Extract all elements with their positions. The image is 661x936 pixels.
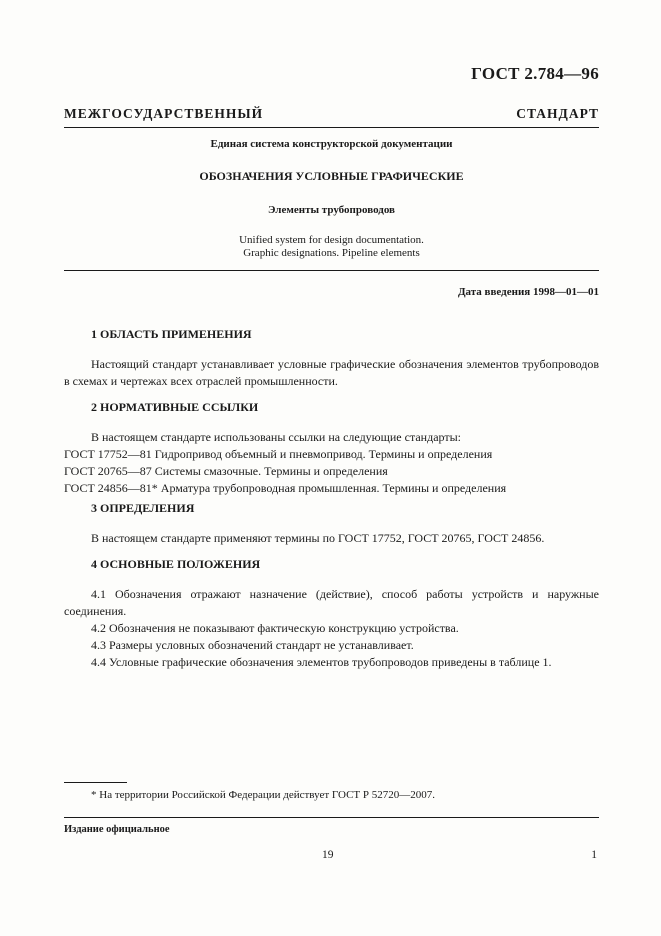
section-4-clauses xyxy=(64,586,599,671)
page-title: ОБОЗНАЧЕНИЯ УСЛОВНЫЕ ГРАФИЧЕСКИЕ xyxy=(199,169,464,183)
system-title: Единая система конструкторской документации xyxy=(210,138,453,150)
section-1-text-block xyxy=(64,356,599,390)
clause-4-3: 4.3 Размеры условных обозначений стандарт не устанавливает. xyxy=(91,638,414,652)
english-title xyxy=(64,234,599,260)
section-2-references xyxy=(64,429,599,497)
footnote-rule xyxy=(64,782,127,783)
title-rule xyxy=(64,270,599,271)
section-1-text: Настоящий стандарт устанавливает условные графические обозначения элементов трубопроводов в схемах и чертежах всех отраслей промышленности. xyxy=(64,357,599,388)
reference-gost-20765: ГОСТ 20765—87 Системы смазочные. Термины и определения xyxy=(64,464,388,478)
section-3-heading: 3 ОПРЕДЕЛЕНИЯ xyxy=(91,501,195,515)
section-1-heading: 1 ОБЛАСТЬ ПРИМЕНЕНИЯ xyxy=(91,327,252,341)
footer-rule xyxy=(64,817,599,818)
references-intro: В настоящем стандарте использованы ссылки на следующие стандарты: xyxy=(91,430,462,444)
sheet-number: 1 xyxy=(591,849,597,861)
footnote: * На территории Российской Федерации действует ГОСТ Р 52720—2007. xyxy=(91,789,436,801)
section-2-heading: 2 НОРМАТИВНЫЕ ССЫЛКИ xyxy=(91,400,259,414)
section-4-heading: 4 ОСНОВНЫЕ ПОЛОЖЕНИЯ xyxy=(91,557,261,571)
english-title-line-2: Graphic designations. Pipeline elements xyxy=(243,247,420,259)
header-rule xyxy=(64,127,599,128)
interstate-standard-label: МЕЖГОСУДАРСТВЕННЫЙ СТАНДАРТ xyxy=(64,106,599,121)
introduction-date: Дата введения 1998—01—01 xyxy=(457,286,599,298)
page-number: 19 xyxy=(322,849,334,861)
reference-gost-24856: ГОСТ 24856—81* Арматура трубопроводная промышленная. Термины и определения xyxy=(64,481,507,495)
clause-4-4: 4.4 Условные графические обозначения элементов трубопроводов приведены в таблице 1. xyxy=(91,655,552,669)
clause-4-2: 4.2 Обозначения не показывают фактическую конструкцию устройства. xyxy=(91,621,459,635)
section-3-text: В настоящем стандарте применяют термины по ГОСТ 17752, ГОСТ 20765, ГОСТ 24856. xyxy=(91,531,545,545)
document-code: ГОСТ 2.784—96 xyxy=(471,64,599,83)
section-3-text-block xyxy=(64,530,599,547)
reference-gost-17752: ГОСТ 17752—81 Гидропривод объемный и пневмопривод. Термины и определения xyxy=(64,447,493,461)
page-subtitle: Элементы трубопроводов xyxy=(267,204,395,216)
clause-4-1: 4.1 Обозначения отражают назначение (действие), способ работы устройств и наружные соединения. xyxy=(64,587,599,618)
edition-label: Издание официальное xyxy=(64,824,170,835)
english-title-line-1: Unified system for design documentation. xyxy=(239,234,424,246)
